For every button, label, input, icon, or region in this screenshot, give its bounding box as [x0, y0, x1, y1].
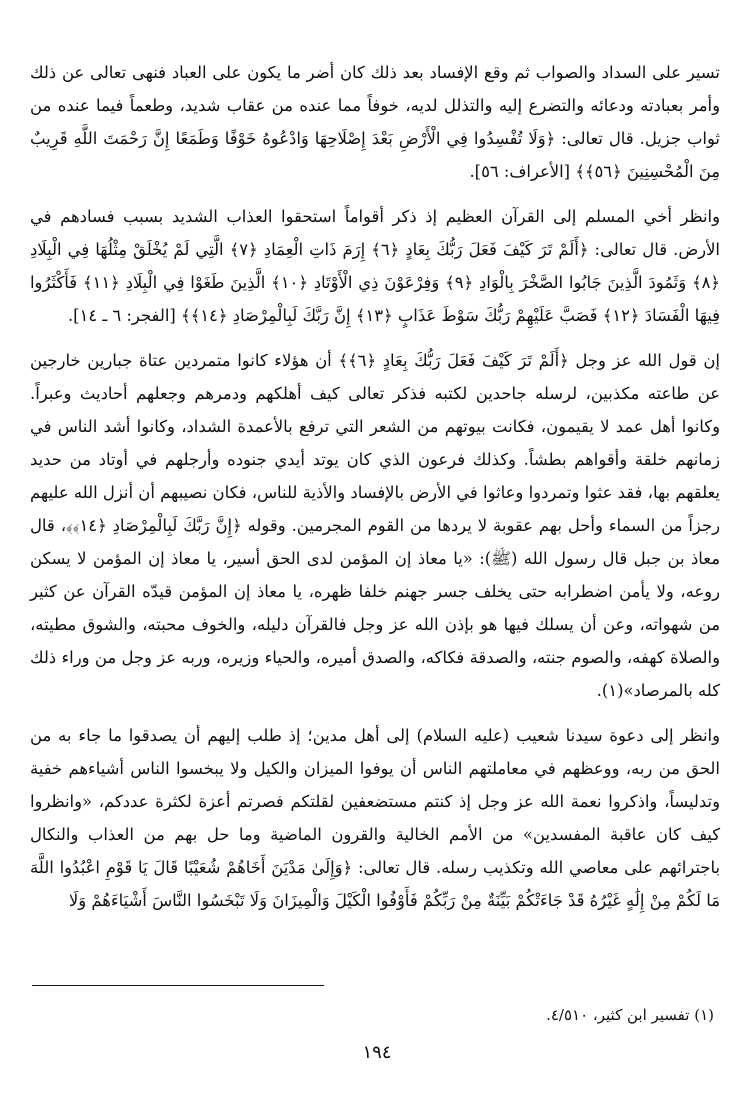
page-body — [30, 56, 720, 917]
page-number: ١٩٤ — [362, 1042, 392, 1063]
paragraph-2: وانظر أخي المسلم إلى القرآن العظيم إذ ذكر أقواماً استحقوا العذاب الشديد بسبب فسادهم في الأرض. قال تعالى: ﴿أَلَمْ تَرَ كَيْفَ فَعَلَ رَبُّكَ بِعَادٍ ﴿٦﴾ إِرَمَ ذَاتِ الْعِمَادِ ﴿٧﴾ الَّتِي لَمْ يُخْلَقْ مِثْلُهَا فِي الْبِلَادِ ﴿٨﴾ وَثَمُودَ الَّذِينَ جَابُوا الصَّخْرَ بِالْوَادِ ﴿٩﴾ وَفِرْعَوْنَ ذِي الْأَوْتَادِ ﴿١٠﴾ الَّذِينَ طَغَوْا فِي الْبِلَادِ ﴿١١﴾ فَأَكْثَرُوا فِيهَا الْفَسَادَ ﴿١٢﴾ فَصَبَّ عَلَيْهِمْ رَبُّكَ سَوْطَ عَذَابٍ ﴿١٣﴾ إِنَّ رَبَّكَ لَبِالْمِرْصَادِ ﴿١٤﴾﴾ [الفجر: ٦ ـ ١٤]. — [30, 207, 721, 325]
paragraph-3: إن قول الله عز وجل ﴿أَلَمْ تَرَ كَيْفَ فَعَلَ رَبُّكَ بِعَادٍ ﴿٦﴾﴾ أن هؤلاء كانوا متمردين عتاة جبارين خارجين عن طاعته مكذبين، لرسله جاحدين لكتبه فذكر تعالى كيف أهلكهم ودمرهم وجعلهم أحاديث وعبراً. وكانوا أهل عمد لا يقيمون، فكانت بيوتهم من الشعر التي ترفع بالأعمدة الشداد، وكانوا أشد الناس في زمانهم خلقة وأقواهم بطشاً. وكذلك فرعون الذي كان يوتد أيدي جنوده وأرجلهم في أوتاد من حديد يعلقهم بها، فقد عثوا وتمردوا وعاثوا في الأرض بالإفساد والأذية للناس، فكان نصيبهم أن أنزل الله عليهم رجزاً من السماء وأحل بهم عقوبة لا يردها من القوم المجرمين. وقوله ﴿إِنَّ رَبَّكَ لَبِالْمِرْصَادِ ﴿١٤﴾﴾، قال معاذ بن جبل قال رسول الله (ﷺ): «يا معاذ إن المؤمن لدى الحق أسير، يا معاذ إن المؤمن لا يسكن روعه، ولا يأمن اضطرابه حتى يخلف جسر جهنم خلفا ظهره، يا معاذ إن المؤمن قيدّه القرآن عن كثير من شهواته، وعن أن يسلك فيها هو بإذن الله عز وجل فالقرآن دليله، والخوف محبته، والشوق مطيته، والصلاة كهفه، والصوم جنته، والصدقة فكاكه، والصدق أميره، والحياء وزيره، وربه عز وجل من وراء ذلك كله بالمرصاد»(١). — [30, 351, 720, 700]
paragraph-4: وانظر إلى دعوة سيدنا شعيب (عليه السلام) إلى أهل مدين؛ إذ طلب إليهم أن يصدقوا ما جاء به من الحق من ربه، ووعظهم في معاملتهم الناس أن يوفوا الميزان والكيل ولا يبخسوا الناس أشياءهم خفية وتدليساً، واذكروا نعمة الله عز وجل إذ كنتم مستضعفين لقلتكم فصرتم أعزة لكثرة عددكم، «وانظروا كيف كان عاقبة المفسدين» من الأمم الخالية والقرون الماضية وما حل بهم من العذاب والنكال باجترائهم على معاصي الله وتكذيب رسله. قال تعالى: ﴿وَإِلَىٰ مَدْيَنَ أَخَاهُمْ شُعَيْبًا قَالَ يَا قَوْمِ اعْبُدُوا اللَّهَ مَا لَكُمْ مِنْ إِلَٰهٍ غَيْرُهُ قَدْ جَاءَتْكُمْ بَيِّنَةٌ مِنْ رَبِّكُمْ فَأَوْفُوا الْكَيْلَ وَالْمِيزَانَ وَلَا تَبْخَسُوا النَّاسَ أَشْيَاءَهُمْ وَلَا — [30, 726, 720, 910]
paragraph-1: تسير على السداد والصواب ثم وقع الإفساد بعد ذلك كان أضر ما يكون على العباد فنهى تعالى عن ذلك وأمر بعبادته ودعائه والتضرع إليه والتذلل لديه، خوفاً مما عنده من عقاب شديد، وطعماً فيما عنده من ثواب جزيل. قال تعالى: ﴿وَلَا تُفْسِدُوا فِي الْأَرْضِ بَعْدَ إِصْلَاحِهَا وَادْعُوهُ خَوْفًا وَطَمَعًا إِنَّ رَحْمَتَ اللَّهِ قَرِيبٌ مِنَ الْمُحْسِنِينَ ﴿٥٦﴾﴾ [الأعراف: ٥٦]. — [30, 63, 720, 181]
footnote-divider — [32, 985, 324, 986]
footnote: (١) تفسير ابن كثير، ٤/٥١٠. — [546, 1006, 714, 1024]
